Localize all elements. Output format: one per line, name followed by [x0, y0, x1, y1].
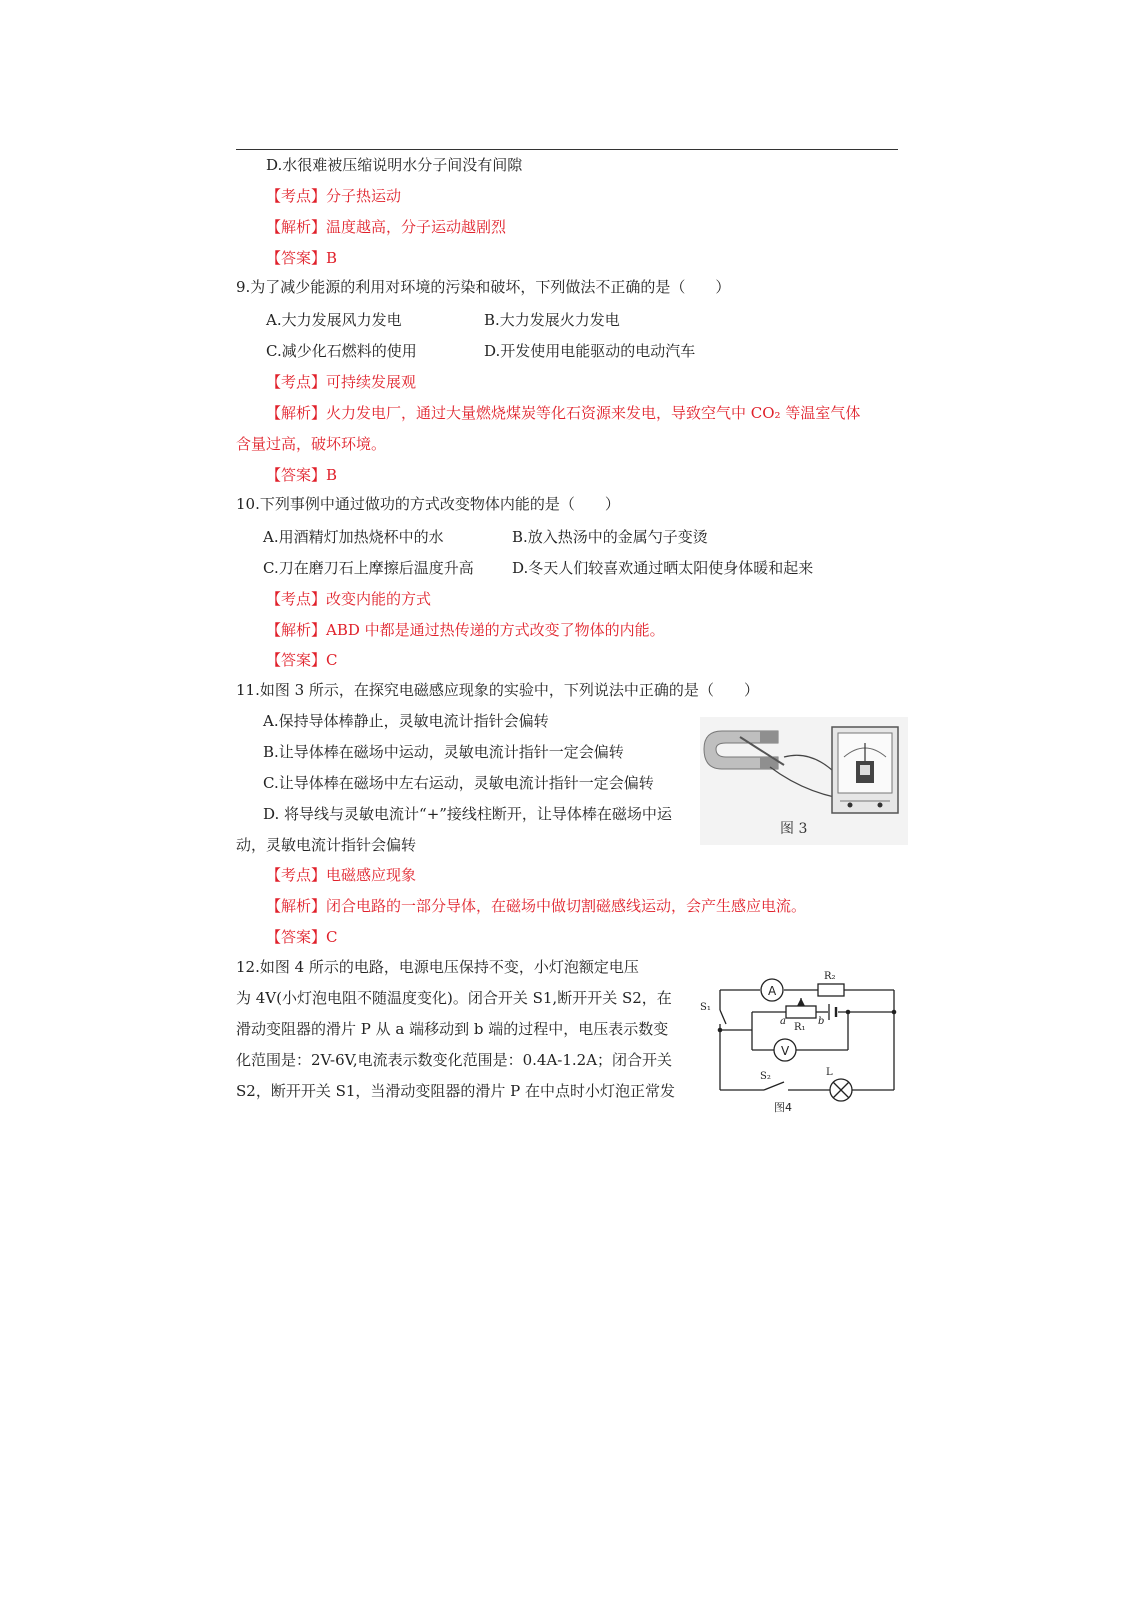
q12-line5: S2，断开开关 S1，当滑动变阻器的滑片 P 在中点时小灯泡正常发 [236, 1082, 676, 1100]
lamp-label: L [826, 1067, 833, 1078]
voltmeter-label: V [781, 1044, 790, 1058]
q11-option-c: C.让导体棒在磁场中左右运动，灵敏电流计指针一定会偏转 [263, 774, 654, 792]
q8-kaodian: 【考点】分子热运动 [266, 187, 402, 205]
q11-option-d-line1: D. 将导线与灵敏电流计“+”接线柱断开，让导体棒在磁场中运 [263, 805, 672, 823]
q12-line3: 滑动变阻器的滑片 P 从 a 端移动到 b 端的过程中，电压表示数变 [236, 1020, 669, 1038]
q9-kaodian: 【考点】可持续发展观 [266, 373, 417, 391]
q9-option-a: A.大力发展风力发电 [266, 311, 402, 329]
figure-3-caption: 图 3 [780, 821, 808, 837]
r1-end-a-label: a [780, 1016, 786, 1027]
q10-jiexi: 【解析】ABD 中都是通过热传递的方式改变了物体的内能。 [266, 621, 665, 639]
r2-label: R₂ [824, 971, 836, 982]
q12-line4: 化范围是：2V-6V,电流表示数变化范围是：0.4A-1.2A；闭合开关 [236, 1051, 673, 1069]
q11-kaodian: 【考点】电磁感应现象 [266, 866, 417, 884]
q9-stem: 9.为了减少能源的利用对环境的污染和破坏，下列做法不正确的是（ ） [236, 278, 731, 296]
r1-label: R₁ [794, 1022, 806, 1033]
q11-stem: 11.如图 3 所示，在探究电磁感应现象的实验中，下列说法中正确的是（ ） [236, 681, 759, 699]
figure-4-circuit [698, 958, 898, 1114]
q11-jiexi: 【解析】闭合电路的一部分导体，在磁场中做切割磁感线运动，会产生感应电流。 [266, 897, 807, 915]
q11-option-a: A.保持导体棒静止，灵敏电流计指针会偏转 [263, 712, 549, 730]
resistor-r2 [818, 984, 844, 996]
q10-stem: 10.下列事例中通过做功的方式改变物体内能的是（ ） [236, 495, 620, 513]
q8-jiexi: 【解析】温度越高，分子运动越剧烈 [266, 218, 507, 236]
q9-option-d: D.开发使用电能驱动的电动汽车 [484, 342, 696, 360]
q11-option-b: B.让导体棒在磁场中运动，灵敏电流计指针一定会偏转 [263, 743, 624, 761]
rheostat-r1 [786, 1006, 816, 1018]
q9-daan: 【答案】B [266, 466, 338, 484]
q10-option-c: C.刀在磨刀石上摩擦后温度升高 [263, 559, 474, 577]
q8-daan: 【答案】B [266, 249, 338, 267]
figure-4-caption: 图4 [774, 1101, 792, 1114]
q10-option-d: D.冬天人们较喜欢通过晒太阳使身体暖和起来 [512, 559, 814, 577]
q9-jiexi-line1: 【解析】火力发电厂，通过大量燃烧煤炭等化石资源来发电，导致空气中 CO₂ 等温室气体 [266, 404, 861, 422]
q9-jiexi-line2: 含量过高，破坏环境。 [236, 435, 387, 453]
ammeter-label: A [768, 984, 777, 998]
q11-option-d-line2: 动，灵敏电流计指针会偏转 [236, 836, 417, 854]
s1-label: S₁ [700, 1002, 711, 1013]
r1-end-b-label: b [818, 1016, 825, 1027]
q9-option-b: B.大力发展火力发电 [484, 311, 620, 329]
q12-line2: 为 4V(小灯泡电阻不随温度变化)。闭合开关 S1,断开开关 S2，在 [236, 989, 672, 1007]
q10-option-b: B.放入热汤中的金属勺子变烫 [512, 528, 708, 546]
header-rule [236, 149, 898, 150]
q11-daan: 【答案】C [266, 928, 338, 946]
q10-daan: 【答案】C [266, 651, 338, 669]
q12-line1: 12.如图 4 所示的电路，电源电压保持不变，小灯泡额定电压 [236, 958, 639, 976]
q10-option-a: A.用酒精灯加热烧杯中的水 [263, 528, 444, 546]
q10-kaodian: 【考点】改变内能的方式 [266, 590, 432, 608]
q9-option-c: C.减少化石燃料的使用 [266, 342, 417, 360]
s2-label: S₂ [760, 1071, 771, 1082]
figure-3-electromagnetic-induction [700, 717, 908, 845]
q8-option-d: D.水很难被压缩说明水分子间没有间隙 [266, 156, 523, 174]
